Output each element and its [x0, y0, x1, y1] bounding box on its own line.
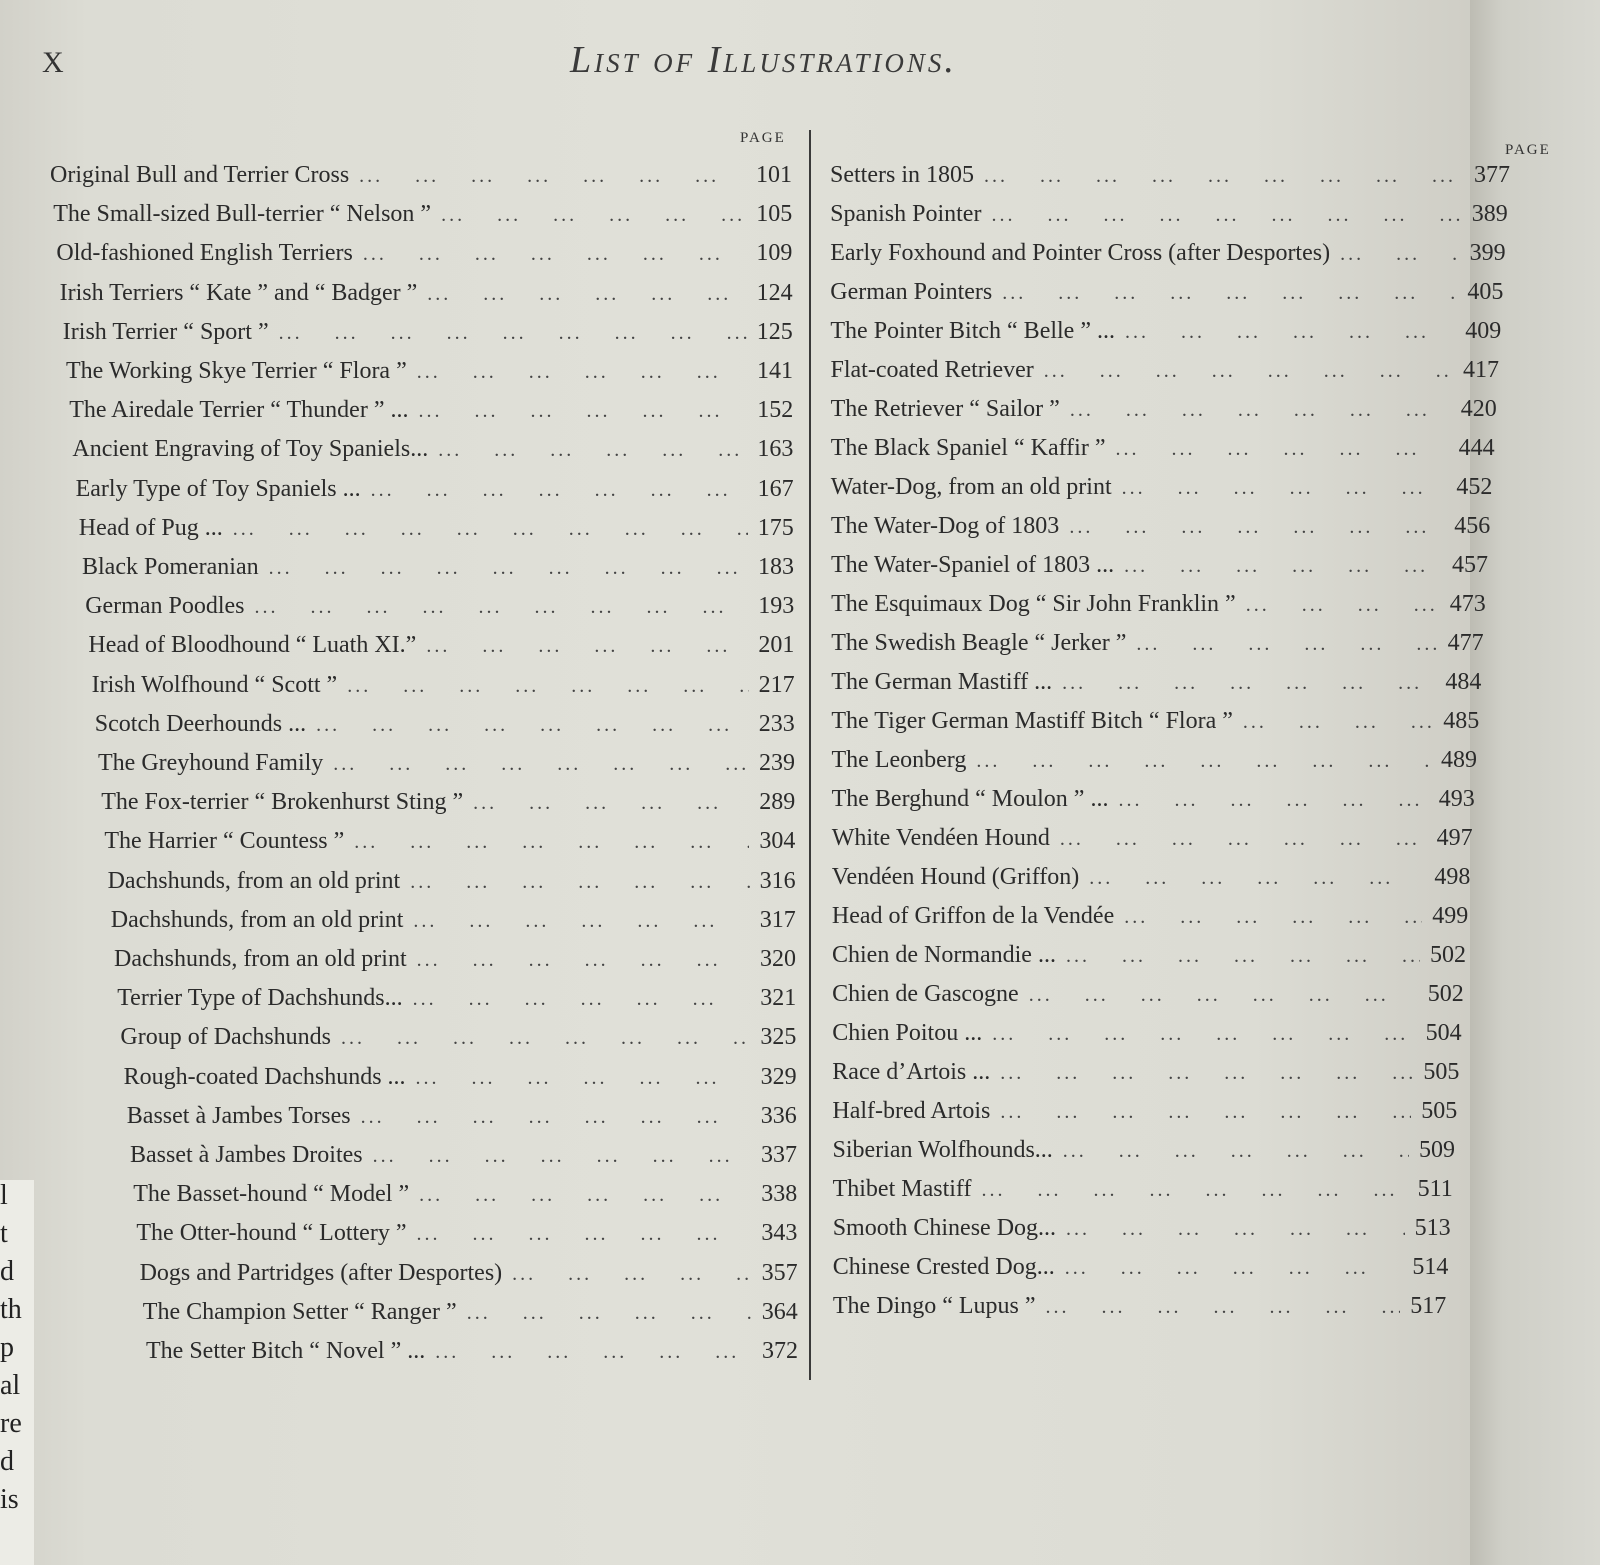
illustration-page-number: 420: [1460, 396, 1497, 422]
illustration-title: Early Type of Toy Spaniels ...: [75, 475, 361, 502]
dot-leader: [371, 479, 748, 502]
illustration-title: The Harrier “ Countess ”: [104, 828, 345, 855]
illustration-entry: [63, 319, 793, 346]
illustration-page-number: 124: [756, 279, 793, 306]
column-divider: [809, 130, 811, 1380]
illustration-page-number: 329: [760, 1063, 797, 1090]
illustration-entry: [833, 1293, 1446, 1320]
dot-leader: [1065, 1257, 1403, 1280]
dot-leader: [363, 243, 747, 266]
dot-leader: [1000, 1101, 1411, 1124]
illustration-entry: [830, 318, 1501, 345]
illustration-title: Chien de Normandie ...: [832, 942, 1056, 968]
dot-leader: [438, 439, 747, 462]
illustration-entry: [101, 789, 795, 816]
illustration-entry: [830, 201, 1508, 228]
illustration-page-number: 457: [1452, 552, 1488, 578]
dot-leader: [441, 204, 746, 227]
dot-leader: [413, 910, 749, 933]
illustration-page-number: 517: [1410, 1293, 1447, 1319]
illustration-title: Setters in 1805: [830, 162, 974, 188]
dot-leader: [1124, 906, 1422, 929]
illustration-page-number: 325: [760, 1024, 797, 1051]
illustration-entry: [833, 1215, 1451, 1242]
illustration-page-number: 513: [1414, 1215, 1451, 1241]
illustration-title: The Working Skye Terrier “ Flora ”: [66, 358, 407, 384]
dot-leader: [1122, 477, 1447, 500]
illustration-page-number: 477: [1447, 630, 1484, 656]
illustration-title: The German Mastiff ...: [831, 669, 1053, 695]
illustration-title: The Black Spaniel “ Kaffir ”: [830, 435, 1106, 461]
illustration-entry: [108, 868, 796, 895]
illustration-title: The Tiger German Mastiff Bitch “ Flora ”: [831, 708, 1233, 734]
illustration-title: The Swedish Beagle “ Jerker ”: [831, 630, 1127, 656]
illustration-page-number: 109: [756, 240, 793, 267]
illustration-entry: [53, 201, 792, 228]
dot-leader: [1046, 1296, 1401, 1319]
illustration-page-number: 343: [761, 1220, 798, 1247]
illustration-page-number: 317: [759, 906, 796, 933]
illustration-title: The Pointer Bitch “ Belle ” ...: [830, 318, 1115, 344]
dot-leader: [417, 949, 750, 972]
illustration-page-number: 505: [1423, 1059, 1460, 1085]
illustration-entry: [124, 1064, 797, 1091]
illustration-page-number: 101: [756, 162, 792, 188]
illustration-page-number: 316: [759, 867, 796, 894]
dot-leader: [1000, 1062, 1413, 1085]
illustration-entry: [133, 1181, 797, 1208]
dot-leader: [976, 750, 1431, 773]
illustration-title: Ancient Engraving of Toy Spaniels...: [72, 436, 429, 463]
illustration-entry: [830, 240, 1505, 267]
dot-leader: [473, 792, 749, 815]
illustration-title: The Water-Dog of 1803: [830, 513, 1060, 539]
dot-leader: [255, 596, 749, 619]
dot-leader: [413, 988, 751, 1011]
illustration-title: The Champion Setter “ Ranger ”: [142, 1298, 457, 1325]
adjacent-page-fragment: l: [0, 1180, 8, 1211]
illustration-page-number: 444: [1458, 435, 1495, 461]
dot-leader: [427, 283, 746, 306]
illustration-page-number: 141: [757, 358, 793, 384]
illustration-page-number: 105: [756, 201, 793, 228]
illustration-page-number: 304: [759, 828, 796, 855]
illustration-entry: [104, 828, 795, 855]
illustration-entry: [831, 630, 1483, 657]
left-page-column-heading: PAGE: [740, 130, 786, 146]
illustration-entry: [127, 1103, 797, 1130]
illustration-title: Smooth Chinese Dog...: [832, 1215, 1057, 1241]
dot-leader: [1136, 633, 1437, 656]
illustration-page-number: 321: [760, 985, 797, 1012]
illustration-entry: [831, 591, 1486, 618]
illustration-entry: [114, 946, 796, 973]
illustration-entry: [143, 1299, 798, 1326]
illustration-title: Dachshunds, from an old print: [114, 946, 407, 972]
dot-leader: [1066, 945, 1420, 968]
illustration-title: Half-bred Artois: [832, 1098, 991, 1124]
adjacent-page-strip: [0, 1180, 34, 1565]
dot-leader: [1044, 360, 1453, 383]
illustration-title: Race d’Artois ...: [832, 1059, 991, 1085]
illustration-title: Dachshunds, from an old print: [107, 867, 401, 894]
illustration-title: The Greyhound Family: [98, 750, 324, 776]
illustration-title: The Berghund “ Moulon ” ...: [831, 786, 1109, 812]
illustration-entry: [833, 1137, 1456, 1164]
illustration-page-number: 485: [1443, 708, 1480, 734]
illustration-title: The Dingo “ Lupus ”: [832, 1293, 1036, 1319]
dot-leader: [341, 1027, 750, 1050]
illustration-entry: [832, 786, 1475, 813]
illustration-page-number: 152: [757, 397, 794, 424]
adjacent-page-fragment: is: [0, 1484, 19, 1515]
illustration-entry: [72, 436, 793, 463]
illustration-page-number: 502: [1427, 981, 1464, 1007]
illustration-entry: [831, 669, 1481, 696]
illustration-entry: [56, 240, 792, 267]
illustration-title: Dogs and Partridges (after Desportes): [139, 1259, 503, 1286]
illustration-entry: [120, 1024, 796, 1051]
illustration-title: Old-fashioned English Terriers: [56, 240, 353, 267]
dot-leader: [1340, 243, 1459, 266]
illustration-entry: [69, 397, 793, 424]
illustration-entry: [76, 476, 794, 503]
illustration-entry: [60, 280, 793, 307]
dot-leader: [1115, 438, 1448, 461]
illustration-title: Early Foxhound and Pointer Cross (after Desportes): [830, 240, 1331, 266]
illustration-entry: [833, 1254, 1449, 1281]
illustration-title: German Poodles: [85, 593, 245, 620]
illustration-title: Irish Terrier “ Sport ”: [62, 318, 269, 345]
illustration-page-number: 489: [1441, 747, 1477, 773]
illustration-title: Chien de Gascogne: [832, 981, 1019, 1007]
adjacent-page-fragment: p: [0, 1332, 14, 1363]
illustration-page-number: 163: [757, 436, 794, 463]
illustration-title: The Setter Bitch “ Novel ” ...: [146, 1338, 426, 1364]
dot-leader: [373, 1145, 751, 1168]
illustration-page-number: 201: [758, 632, 795, 659]
dot-leader: [1063, 1140, 1409, 1163]
illustration-entry: [832, 942, 1466, 969]
illustration-page-number: 499: [1432, 903, 1469, 929]
illustration-page-number: 389: [1471, 201, 1508, 227]
dot-leader: [1029, 984, 1418, 1007]
illustration-title: The Retriever “ Sailor ”: [830, 396, 1060, 422]
page-edge-shadow: [1470, 0, 1600, 1565]
illustration-entry: [130, 1142, 797, 1169]
illustration-entry: [98, 750, 795, 777]
illustration-entry: [831, 474, 1493, 501]
illustration-entry: [831, 552, 1488, 579]
illustration-entry: [833, 1176, 1453, 1203]
illustration-page-number: 473: [1449, 591, 1486, 617]
dot-leader: [269, 557, 748, 580]
dot-leader: [984, 165, 1464, 188]
illustration-title: Head of Griffon de la Vendée: [831, 903, 1115, 929]
illustration-page-number: 167: [757, 475, 794, 502]
dot-leader: [410, 871, 749, 894]
dot-leader: [1002, 282, 1457, 305]
dot-leader: [435, 1341, 752, 1364]
page-title: List of Illustrations.: [570, 39, 957, 81]
dot-leader: [279, 322, 747, 345]
illustration-entry: [85, 593, 794, 620]
dot-leader: [416, 1223, 751, 1246]
dot-leader: [467, 1302, 752, 1325]
illustration-entry: [95, 711, 795, 738]
illustration-title: Chinese Crested Dog...: [832, 1254, 1055, 1280]
dot-leader: [347, 675, 748, 698]
adjacent-page-fragment: t: [0, 1218, 8, 1249]
illustration-entry: [832, 864, 1471, 891]
illustration-page-number: 514: [1412, 1254, 1449, 1280]
dot-leader: [1089, 867, 1424, 890]
illustration-page-number: 399: [1469, 240, 1506, 266]
illustration-title: Flat-coated Retriever: [830, 357, 1034, 383]
illustration-page-number: 377: [1474, 162, 1510, 188]
illustration-title: Thibet Mastiff: [832, 1176, 972, 1202]
illustration-page-number: 125: [756, 318, 793, 345]
illustration-page-number: 289: [759, 789, 796, 816]
illustration-page-number: 504: [1425, 1020, 1462, 1046]
illustration-page-number: 493: [1438, 786, 1475, 812]
illustration-page-number: 364: [761, 1298, 798, 1325]
illustration-entry: [136, 1220, 797, 1247]
illustration-page-number: 405: [1467, 279, 1504, 305]
illustration-title: The Water-Spaniel of 1803 ...: [831, 552, 1115, 578]
dot-leader: [1118, 789, 1428, 812]
illustration-title: The Otter-hound “ Lottery ”: [136, 1220, 407, 1247]
dot-leader: [1124, 555, 1442, 578]
illustration-entry: [140, 1260, 798, 1287]
dot-leader: [417, 361, 747, 384]
illustration-entry: [146, 1338, 798, 1365]
adjacent-page-fragment: th: [0, 1294, 22, 1325]
dot-leader: [1125, 321, 1455, 344]
dot-leader: [1246, 594, 1440, 617]
dot-leader: [1066, 1218, 1405, 1241]
dot-leader: [992, 1023, 1415, 1046]
illustration-title: The Airedale Terrier “ Thunder ” ...: [69, 397, 409, 424]
illustration-page-number: 452: [1456, 474, 1493, 500]
illustration-page-number: 217: [758, 671, 795, 698]
illustration-title: The Fox-terrier “ Brokenhurst Sting ”: [101, 789, 464, 816]
illustration-title: The Esquimaux Dog “ Sir John Franklin ”: [831, 591, 1236, 617]
illustration-page-number: 337: [761, 1142, 797, 1168]
illustration-page-number: 183: [758, 554, 794, 580]
illustration-title: Spanish Pointer: [830, 201, 982, 227]
illustration-entry: [79, 515, 794, 542]
illustration-entry: [831, 357, 1500, 384]
illustration-title: Black Pomeranian: [82, 554, 259, 580]
illustration-title: Dachshunds, from an old print: [110, 906, 404, 933]
illustration-title: Irish Wolfhound “ Scott ”: [91, 671, 338, 698]
illustration-title: Scotch Deerhounds ...: [94, 710, 307, 737]
illustration-title: Group of Dachshunds: [120, 1024, 332, 1051]
illustration-title: Basset à Jambes Torses: [126, 1102, 351, 1129]
illustration-entry: [117, 985, 796, 1012]
dot-leader: [1070, 399, 1451, 422]
dot-leader: [419, 1184, 751, 1207]
dot-leader: [512, 1263, 751, 1286]
page-number: X: [42, 46, 65, 79]
illustration-title: The Basset-hound “ Model ”: [133, 1181, 410, 1208]
adjacent-page-fragment: d: [0, 1446, 14, 1477]
illustration-page-number: 336: [760, 1102, 797, 1129]
illustration-page-number: 498: [1434, 864, 1471, 890]
dot-leader: [426, 635, 748, 658]
illustration-title: Terrier Type of Dachshunds...: [117, 985, 403, 1012]
illustration-title: Vendéen Hound (Griffon): [831, 864, 1080, 890]
illustration-page-number: 239: [759, 750, 795, 776]
illustration-entry: [832, 825, 1473, 852]
illustration-page-number: 233: [758, 710, 795, 737]
illustration-entry: [832, 1020, 1461, 1047]
illustration-page-number: 417: [1463, 357, 1499, 383]
illustration-title: German Pointers: [830, 279, 993, 305]
illustration-entry: [832, 747, 1478, 774]
illustration-entry: [832, 1098, 1457, 1125]
illustration-page-number: 502: [1430, 942, 1466, 968]
illustration-title: Siberian Wolfhounds...: [832, 1137, 1053, 1163]
illustration-entry: [830, 279, 1503, 306]
illustration-page-number: 175: [757, 514, 794, 541]
illustration-title: Irish Terriers “ Kate ” and “ Badger ”: [59, 279, 418, 306]
dot-leader: [354, 831, 749, 854]
illustration-entry: [832, 903, 1468, 930]
dot-leader: [1062, 672, 1435, 695]
illustration-title: Chien Poitou ...: [832, 1020, 983, 1046]
illustration-page-number: 456: [1454, 513, 1491, 539]
illustration-entry: [831, 513, 1490, 540]
illustration-page-number: 497: [1436, 825, 1473, 851]
illustration-title: Water-Dog, from an old print: [830, 474, 1112, 500]
dot-leader: [416, 1067, 751, 1090]
illustration-title: Head of Pug ...: [78, 514, 223, 541]
illustration-title: The Leonberg: [831, 747, 967, 773]
dot-leader: [981, 1179, 1407, 1202]
illustration-entry: [50, 162, 792, 189]
dot-leader: [316, 714, 749, 737]
illustration-page-number: 509: [1419, 1137, 1455, 1163]
illustration-page-number: 409: [1465, 318, 1502, 344]
illustration-page-number: 320: [760, 946, 796, 972]
illustration-entry: [92, 672, 795, 699]
illustration-entry: [832, 981, 1464, 1008]
illustration-title: Basset à Jambes Droites: [130, 1142, 363, 1168]
dot-leader: [233, 518, 748, 541]
illustration-page-number: 357: [761, 1259, 798, 1286]
adjacent-page-fragment: re: [0, 1408, 22, 1439]
illustration-title: Original Bull and Terrier Cross: [50, 162, 350, 188]
illustration-entry: [88, 632, 794, 659]
illustration-title: Head of Bloodhound “ Luath XI.”: [88, 632, 417, 659]
illustration-title: Rough-coated Dachshunds ...: [123, 1063, 406, 1090]
illustration-title: White Vendéen Hound: [831, 825, 1050, 851]
illustration-entry: [831, 708, 1479, 735]
illustration-entry: [830, 162, 1510, 189]
dot-leader: [418, 400, 747, 423]
illustration-page-number: 505: [1421, 1098, 1458, 1124]
illustration-entry: [111, 907, 796, 934]
adjacent-page-fragment: d: [0, 1256, 14, 1287]
dot-leader: [1069, 516, 1444, 539]
illustration-entry: [831, 396, 1497, 423]
dot-leader: [1060, 828, 1427, 851]
illustration-page-number: 193: [758, 593, 795, 620]
illustration-entry: [831, 435, 1495, 462]
dot-leader: [991, 204, 1461, 227]
dot-leader: [361, 1106, 751, 1129]
dot-leader: [333, 753, 749, 776]
illustration-page-number: 338: [761, 1181, 798, 1208]
right-page-column-heading: PAGE: [1505, 142, 1551, 158]
adjacent-page-fragment: al: [0, 1370, 21, 1401]
dot-leader: [359, 165, 746, 188]
illustration-page-number: 484: [1445, 669, 1482, 695]
illustration-entry: [832, 1059, 1459, 1086]
illustration-entry: [66, 358, 793, 385]
dot-leader: [1243, 711, 1433, 734]
illustration-entry: [82, 554, 794, 581]
illustration-page-number: 511: [1417, 1176, 1453, 1202]
illustration-page-number: 372: [762, 1338, 798, 1364]
illustration-title: The Small-sized Bull-terrier “ Nelson ”: [53, 201, 432, 228]
